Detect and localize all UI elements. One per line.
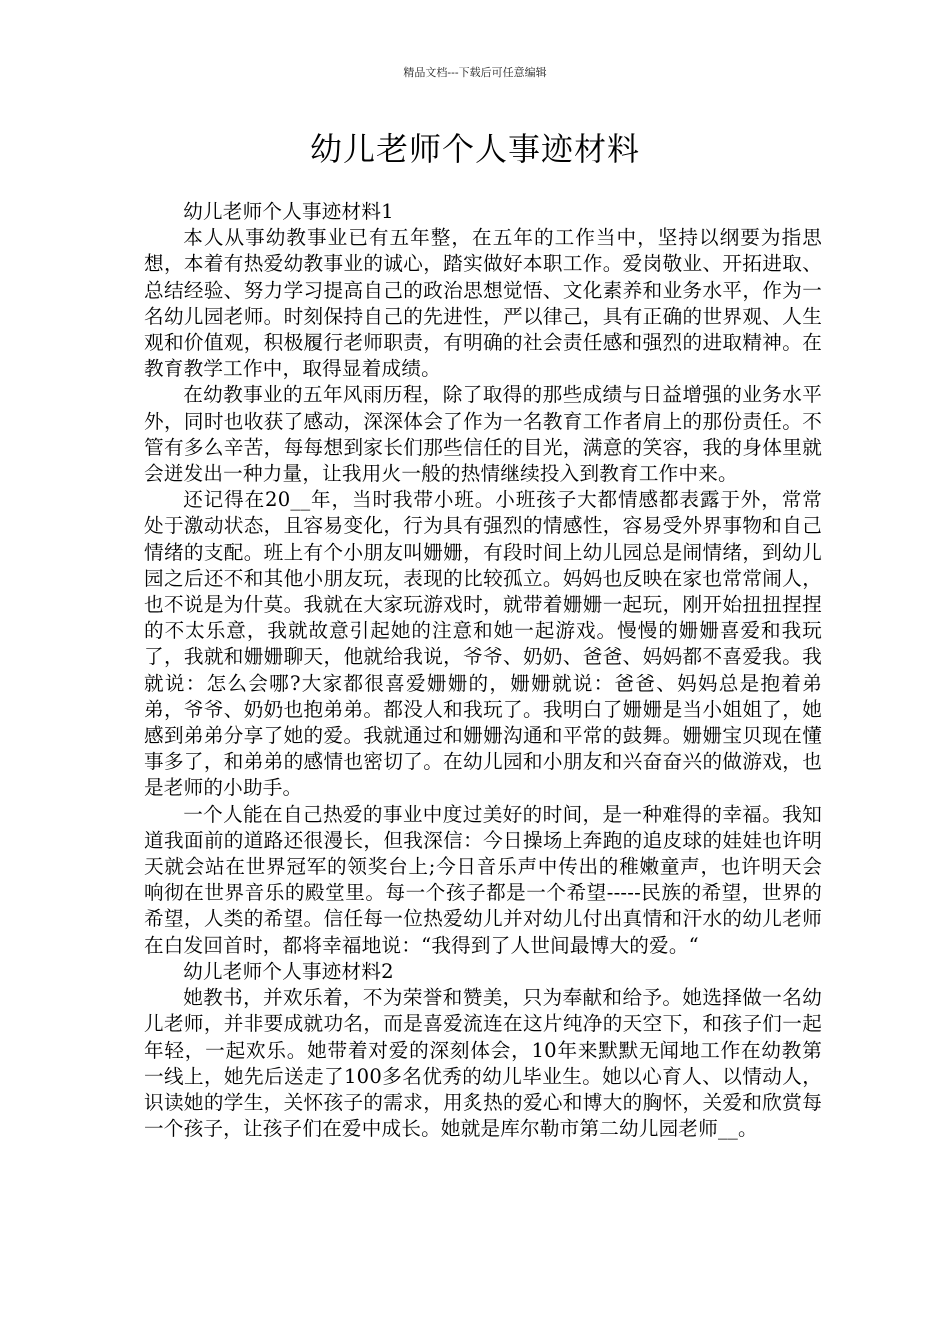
body-paragraph: 本人从事幼教事业已有五年整，在五年的工作当中，坚持以纲要为指思想，本着有热爱幼教事业的诚心，踏实做好本职工作。爱岗敬业、开拓进取、总结经验、努力学习提高自己的政治思想觉悟、文化素养和业务水平，作为一名幼儿园老师。时刻保持自己的先进性，严以律己，具有正确的世界观、人生观和价值观，积极履行老师职责，有明确的社会责任感和强烈的进取精神。在教育教学工作中，取得显着成绩。 (144, 226, 822, 381)
section-heading-1: 幼儿老师个人事迹材料1 (183, 200, 394, 223)
body-paragraph: 一个人能在自己热爱的事业中度过美好的时间，是一种难得的幸福。我知道我面前的道路还很漫长，但我深信：今日操场上奔跑的追皮球的娃娃也许明天就会站在世界冠军的领奖台上;今日音乐声中传出的稚嫩童声，也许明天会响彻在世界音乐的殿堂里。每一个孩子都是一个希望-----民族的希望，世界的希望，人类的希望。信任每一位热爱幼儿并对幼儿付出真情和汗水的幼儿老师在白发回首时，都将幸福地说：“我得到了人世间最博大的爱。“ (144, 802, 822, 957)
body-paragraph: 她教书，并欢乐着，不为荣誉和赞美，只为奉献和给予。她选择做一名幼儿老师，并非要成就功名，而是喜爱流连在这片纯净的天空下，和孩子们一起年轻，一起欢乐。她带着对爱的深刻体会，10年来默默无闻地工作在幼教第一线上，她先后送走了100多名优秀的幼儿毕业生。她以心育人、以情动人，识读她的学生，关怀孩子的需求，用炙热的爱心和博大的胸怀，关爱和欣赏每一个孩子，让孩子们在爱中成长。她就是库尔勒市第二幼儿园老师__。 (144, 986, 822, 1141)
document-body (144, 199, 822, 1142)
header-note: 精品文档---下载后可任意编辑 (403, 66, 547, 79)
body-paragraph: 在幼教事业的五年风雨历程，除了取得的那些成绩与日益增强的业务水平外，同时也收获了感动，深深体会了作为一名教育工作者肩上的那份责任。不管有多么辛苦，每每想到家长们那些信任的目光，满意的笑容，我的身体里就会迸发出一种力量，让我用火一般的热情继续投入到教育工作中来。 (144, 383, 822, 486)
body-paragraph: 还记得在20__年，当时我带小班。小班孩子大都情感都表露于外，常常处于激动状态，且容易变化，行为具有强烈的情感性，容易受外界事物和自己情绪的支配。班上有个小朋友叫姗姗，有段时间上幼儿园总是闹情绪，到幼儿园之后还不和其他小朋友玩，表现的比较孤立。妈妈也反映在家也常常闹人，也不说是为什莫。我就在大家玩游戏时，就带着姗姗一起玩，刚开始扭扭捏捏的不太乐意，我就故意引起她的注意和她一起游戏。慢慢的姗姗喜爱和我玩了，我就和姗姗聊天，他就给我说，爷爷、奶奶、爸爸、妈妈都不喜爱我。我就说：怎么会哪?大家都很喜爱姗姗的，姗姗就说：爸爸、妈妈总是抱着弟弟，爷爷、奶奶也抱弟弟。都没人和我玩了。我明白了姗姗是当小姐姐了，她感到弟弟分享了她的爱。我就通过和姗姗沟通和平常的鼓舞。姗姗宝贝现在懂事多了，和弟弟的感情也密切了。在幼儿园和小朋友和兴奋奋兴的做游戏，也是老师的小助手。 (144, 488, 822, 800)
section-heading-2: 幼儿老师个人事迹材料2 (183, 959, 394, 983)
document-title: 幼儿老师个人事迹材料 (309, 130, 640, 168)
